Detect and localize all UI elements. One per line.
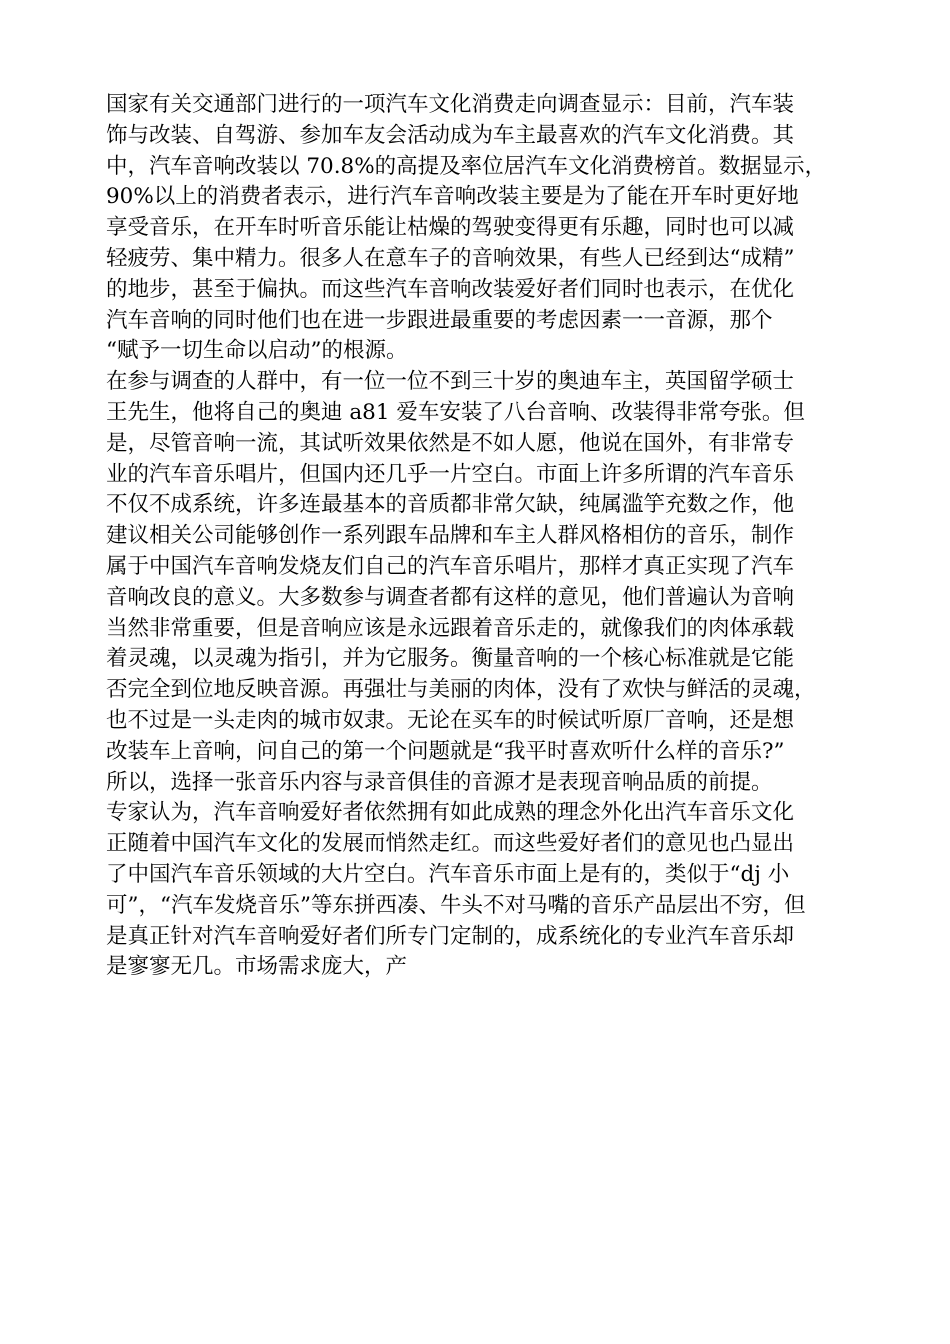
- text-line: 正随着中国汽车文化的发展而悄然走红。而这些爱好者们的意见也凸显出: [106, 831, 795, 857]
- text-line: 国家有关交通部门进行的一项汽车文化消费走向调查显示：目前，汽车装: [106, 92, 795, 117]
- text-line: 是真正针对汽车音响爱好者们所专门定制的，成系统化的专业汽车音乐却: [106, 923, 795, 949]
- text-line: 属于中国汽车音响发烧友们自己的汽车音乐唱片，那样才真正实现了汽车: [106, 553, 795, 579]
- article-body: [106, 90, 866, 983]
- text-line: 着灵魂，以灵魂为指引，并为它服务。衡量音响的一个核心标准就是它能: [106, 646, 795, 672]
- text-line: 改装车上音响，问自己的第一个问题就是“我平时喜欢听什么样的音乐?”: [106, 738, 785, 764]
- text-line: 也不过是一头走肉的城市奴隶。无论在买车的时候试听原厂音响，还是想: [106, 707, 795, 733]
- text-line: 中，汽车音响改装以 70.8%的高提及率位居汽车文化消费榜首。数据显示，: [106, 153, 827, 179]
- text-line: 当然非常重要，但是音响应该是永远跟着音乐走的，就像我们的肉体承载: [106, 615, 795, 641]
- text-line: “赋予一切生命以启动”的根源。: [106, 338, 408, 364]
- text-line: 建议相关公司能够创作一系列跟车品牌和车主人群风格相仿的音乐，制作: [106, 523, 795, 549]
- text-line: 可”，“汽车发烧音乐”等东拼西凑、牛头不对马嘴的音乐产品层出不穷，但: [106, 892, 806, 918]
- text-line: 90%以上的消费者表示，进行汽车音响改装主要是为了能在开车时更好地: [106, 184, 799, 210]
- text-line: 轻疲劳、集中精力。很多人在意车子的音响效果，有些人已经到达“成精”: [106, 245, 795, 271]
- text-line: 享受音乐，在开车时听音乐能让枯燥的驾驶变得更有乐趣，同时也可以减: [106, 215, 795, 241]
- text-line: 汽车音响的同时他们也在进一步跟进最重要的考虑因素一一音源，那个: [106, 307, 773, 333]
- text-line: 业的汽车音乐唱片，但国内还几乎一片空白。市面上许多所谓的汽车音乐: [106, 461, 795, 487]
- text-line: 音响改良的意义。大多数参与调查者都有这样的意见，他们普遍认为音响: [106, 584, 795, 610]
- text-line: 所以，选择一张音乐内容与录音俱佳的音源才是表现音响品质的前提。: [106, 769, 773, 795]
- text-line: 的地步，甚至于偏执。而这些汽车音响改装爱好者们同时也表示，在优化: [106, 276, 795, 302]
- text-line: 是，尽管音响一流，其试听效果依然是不如人愿，他说在国外，有非常专: [106, 430, 795, 456]
- text-line: 是寥寥无几。市场需求庞大，产: [106, 954, 408, 980]
- text-line: 饰与改装、自驾游、参加车友会活动成为车主最喜欢的汽车文化消费。其: [106, 122, 795, 148]
- text-line: 专家认为，汽车音响爱好者依然拥有如此成熟的理念外化出汽车音乐文化: [106, 800, 795, 826]
- text-line: 否完全到位地反映音源。再强壮与美丽的肉体，没有了欢快与鲜活的灵魂，: [106, 677, 816, 703]
- text-line: 在参与调查的人群中，有一位一位不到三十岁的奥迪车主，英国留学硕士: [106, 369, 795, 395]
- text-line: 了中国汽车音乐领域的大片空白。汽车音乐市面上是有的，类似于“dj 小: [106, 861, 790, 887]
- text-line: 不仅不成系统，许多连最基本的音质都非常欠缺，纯属滥竽充数之作，他: [106, 492, 795, 518]
- text-line: 王先生，他将自己的奥迪 a81 爱车安装了八台音响、改装得非常夸张。但: [106, 399, 805, 425]
